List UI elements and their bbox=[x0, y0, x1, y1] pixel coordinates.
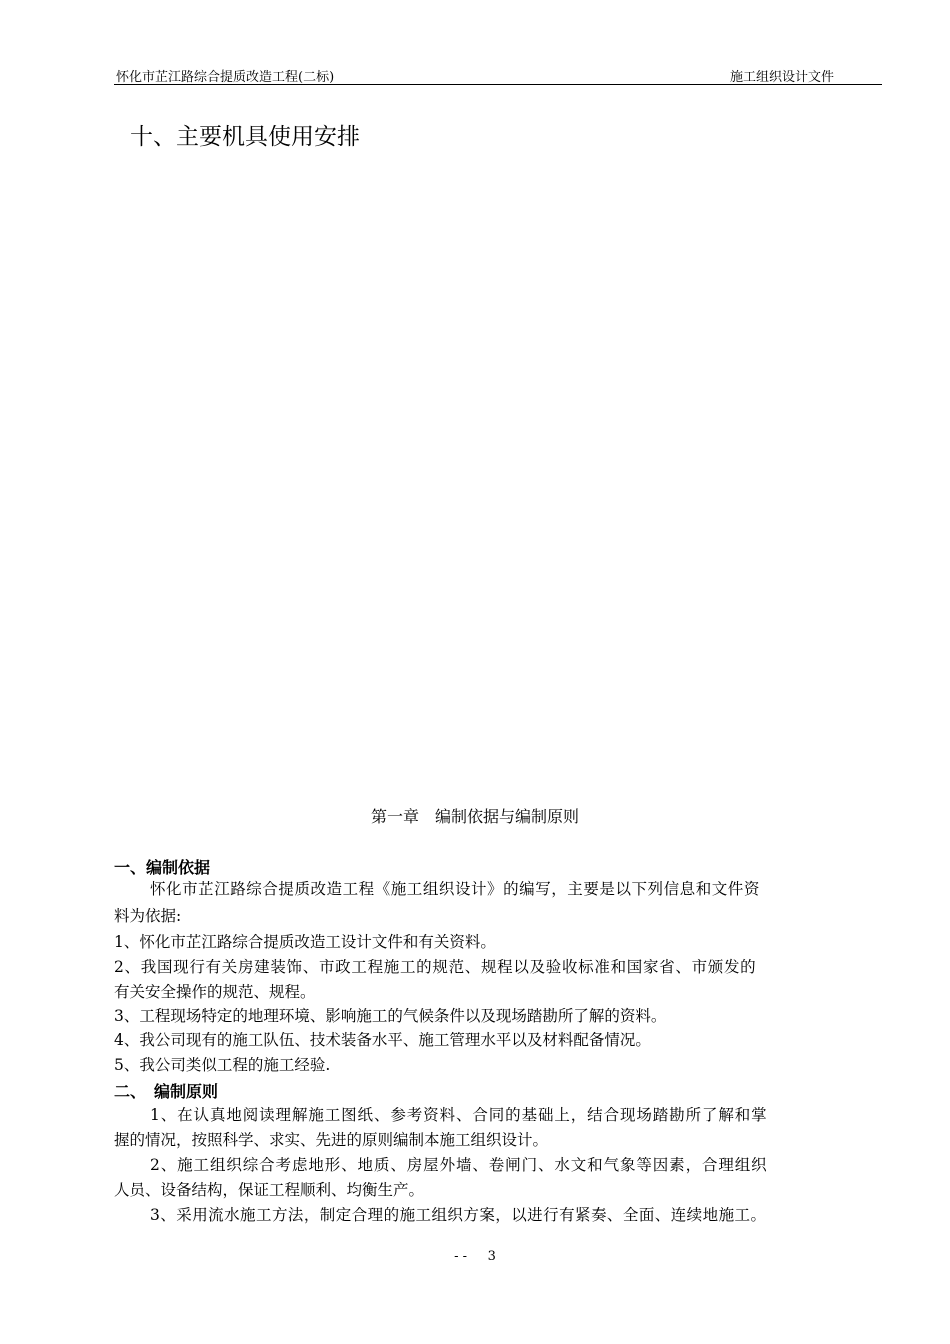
principle-line: 人员、设备结构，保证工程顺利、均衡生产。 bbox=[114, 1181, 425, 1199]
basis-item: 1、怀化市芷江路综合提质改造工设计文件和有关资料。 bbox=[114, 933, 496, 951]
principle-line: 2、施工组织综合考虑地形、地质、房屋外墙、卷闸门、水文和气象等因素，合理组织 bbox=[150, 1156, 768, 1174]
principle-line: 3、采用流水施工方法，制定合理的施工组织方案，以进行有紧奏、全面、连续地施工。 bbox=[150, 1206, 767, 1224]
principle-line: 握的情况，按照科学、求实、先进的原则编制本施工组织设计。 bbox=[114, 1131, 549, 1149]
header-project-name: 怀化市芷江路综合提质改造工程(二标) bbox=[116, 70, 335, 85]
basis-item: 4、我公司现有的施工队伍、技术装备水平、施工管理水平以及材料配备情况。 bbox=[114, 1031, 651, 1049]
page-number: - - 3 bbox=[454, 1249, 496, 1264]
basis-item: 3、工程现场特定的地理环境、影响施工的气候条件以及现场踏勘所了解的资料。 bbox=[114, 1007, 667, 1025]
section-heading: 十、主要机具使用安排 bbox=[130, 124, 360, 150]
basis-item: 有关安全操作的规范、规程。 bbox=[114, 983, 316, 1001]
header-document-type: 施工组织设计文件 bbox=[730, 70, 835, 85]
basis-heading: 一、编制依据 bbox=[114, 858, 211, 877]
header-rule bbox=[114, 84, 882, 85]
principle-line: 1、在认真地阅读理解施工图纸、参考资料、合同的基础上，结合现场踏勘所了解和掌 bbox=[150, 1106, 768, 1124]
principles-heading: 二、 编制原则 bbox=[114, 1082, 219, 1101]
basis-intro-line: 怀化市芷江路综合提质改造工程《施工组织设计》的编写，主要是以下列信息和文件资 bbox=[150, 880, 760, 898]
basis-item: 5、我公司类似工程的施工经验. bbox=[114, 1056, 331, 1074]
basis-item: 2、我国现行有关房建装饰、市政工程施工的规范、规程以及验收标准和国家省、市颁发的 bbox=[114, 958, 757, 976]
basis-intro-line: 料为依据: bbox=[114, 907, 182, 925]
chapter-title: 第一章 编制依据与编制原则 bbox=[370, 807, 579, 826]
